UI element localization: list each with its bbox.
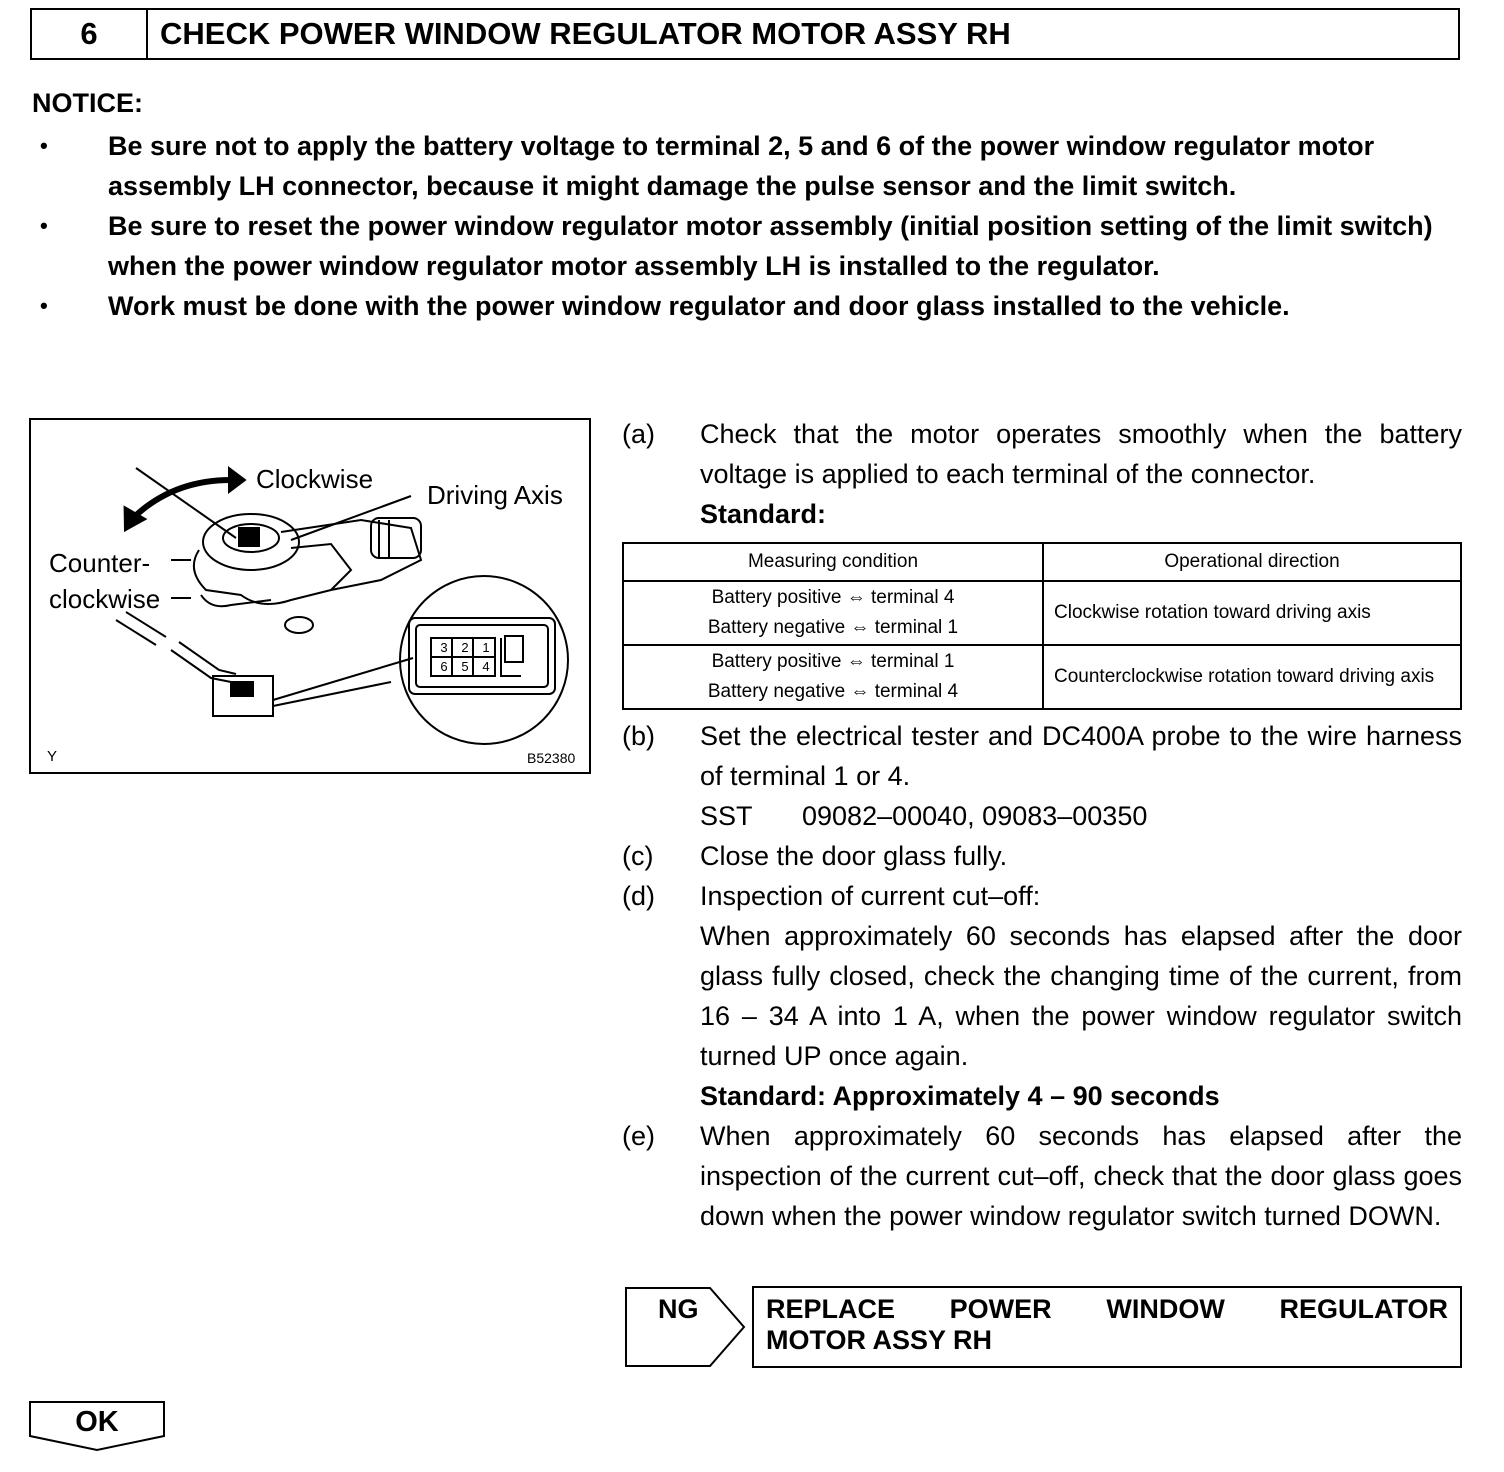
step-a [622, 414, 1462, 534]
notice-text: Be sure to reset the power window regulator motor assembly (initial position setting of the limit switch) when the power window regulator motor assembly LH is installed to the regulator. [108, 211, 1433, 281]
step-letter: (d) [622, 881, 655, 911]
mount-arm [201, 595, 271, 606]
ng-action-word: REGULATOR [1279, 1294, 1448, 1324]
condition-line: Battery positive ⇔ terminal 1 [711, 651, 955, 672]
ng-action-line2: MOTOR ASSY RH [766, 1325, 993, 1355]
wire [126, 612, 166, 637]
standard-table [622, 542, 1462, 710]
table-cell [623, 645, 1043, 709]
table-row [623, 581, 1461, 645]
mount-foot [285, 617, 313, 633]
table-row [623, 645, 1461, 709]
pin-label: 5 [461, 659, 469, 674]
step-b [622, 716, 1462, 836]
step-text: When approximately 60 seconds has elapsed after the inspection of the current cut–off, check that the door glass goes down when the power window regulator switch turned DOWN. [700, 1121, 1462, 1231]
step-letter: (b) [622, 721, 655, 751]
table-cell: Counterclockwise rotation toward driving axis [1043, 645, 1461, 709]
step-text: Set the electrical tester and DC400A probe to the wire harness of terminal 1 or 4. [700, 721, 1462, 791]
motor-casing [281, 520, 421, 590]
step-d [622, 876, 1462, 1116]
counter-label-line2: clockwise [49, 584, 161, 614]
notice-list [40, 126, 1464, 326]
step-number: 6 [32, 10, 148, 58]
standard-value: Standard: Approximately 4 – 90 seconds [700, 1081, 1220, 1111]
ng-action-word: WINDOW [1106, 1294, 1225, 1324]
step-e [622, 1116, 1462, 1236]
standard-label: Standard: [700, 499, 827, 529]
step-text: Close the door glass fully. [700, 841, 1008, 871]
procedure-steps [622, 414, 1462, 1236]
notice-item [40, 286, 1464, 326]
connector-key [505, 636, 523, 662]
ok-label: OK [75, 1406, 119, 1438]
figure-id: B52380 [527, 750, 576, 766]
wire [171, 650, 231, 682]
pin-label: 4 [482, 659, 490, 674]
step-text: Check that the motor operates smoothly when the battery voltage is applied to each terminal of the connector. [700, 419, 1462, 489]
wire [179, 642, 236, 674]
bullet-icon: • [40, 213, 48, 238]
motor-illustration [29, 418, 591, 774]
notice-item [40, 206, 1464, 286]
ng-action-box [752, 1286, 1462, 1368]
condition-line: Battery positive ⇔ terminal 4 [711, 587, 955, 608]
step-header [30, 8, 1460, 60]
table-cell [623, 581, 1043, 645]
step-text: Inspection of current cut–off: [700, 881, 1041, 911]
condition-line: Battery negative ⇔ terminal 4 [707, 681, 959, 702]
counter-label-line1: Counter- [49, 548, 151, 578]
bracket [291, 544, 351, 590]
bullet-icon: • [40, 293, 48, 318]
clockwise-label: Clockwise [256, 464, 374, 494]
sst-label: SST [700, 801, 753, 831]
zoom-line [273, 658, 413, 700]
motor-body [194, 550, 331, 604]
bullet-icon: • [40, 133, 48, 158]
ng-action-word: POWER [949, 1294, 1052, 1324]
table-header: Measuring condition [623, 543, 1043, 581]
step-letter: (c) [622, 841, 654, 871]
table-cell: Clockwise rotation toward driving axis [1043, 581, 1461, 645]
ng-action-word: REPLACE [766, 1294, 896, 1324]
step-title: CHECK POWER WINDOW REGULATOR MOTOR ASSY RH [160, 16, 1011, 51]
step-detail: When approximately 60 seconds has elapsed after the door glass fully closed, check the changing time of the current, from 16 – 34 A into 1 A, when the power window regulator switch turned UP once again. [700, 921, 1462, 1071]
pin-label: 3 [440, 640, 448, 655]
sst-line [700, 796, 1462, 836]
figure-corner-left: Y [47, 748, 58, 765]
notice-text: Be sure not to apply the battery voltage to terminal 2, 5 and 6 of the power window regulator motor assembly LH connector, because it might damage the pulse sensor and the limit switch. [108, 131, 1375, 201]
step-letter: (e) [622, 1121, 655, 1151]
ng-label: NG [658, 1294, 699, 1324]
condition-line: Battery negative ⇔ terminal 1 [707, 617, 959, 638]
table-header: Operational direction [1043, 543, 1461, 581]
wire [116, 620, 156, 645]
clockwise-arrowhead [229, 468, 245, 492]
pin-label: 6 [440, 659, 448, 674]
axis-shaft [239, 528, 259, 546]
driving-axis-label: Driving Axis [427, 480, 563, 510]
step-c [622, 836, 1462, 876]
pin-label: 2 [461, 640, 469, 655]
notice-title: NOTICE: [32, 88, 143, 118]
sst-value: 09082–00040, 09083–00350 [802, 801, 1148, 831]
step-letter: (a) [622, 419, 655, 449]
notice-item [40, 126, 1464, 206]
notice-text: Work must be done with the power window regulator and door glass installed to the vehicle. [108, 291, 1290, 321]
connector-latch [231, 682, 253, 696]
pin-label: 1 [482, 640, 490, 655]
ng-action-line1 [766, 1294, 1448, 1325]
